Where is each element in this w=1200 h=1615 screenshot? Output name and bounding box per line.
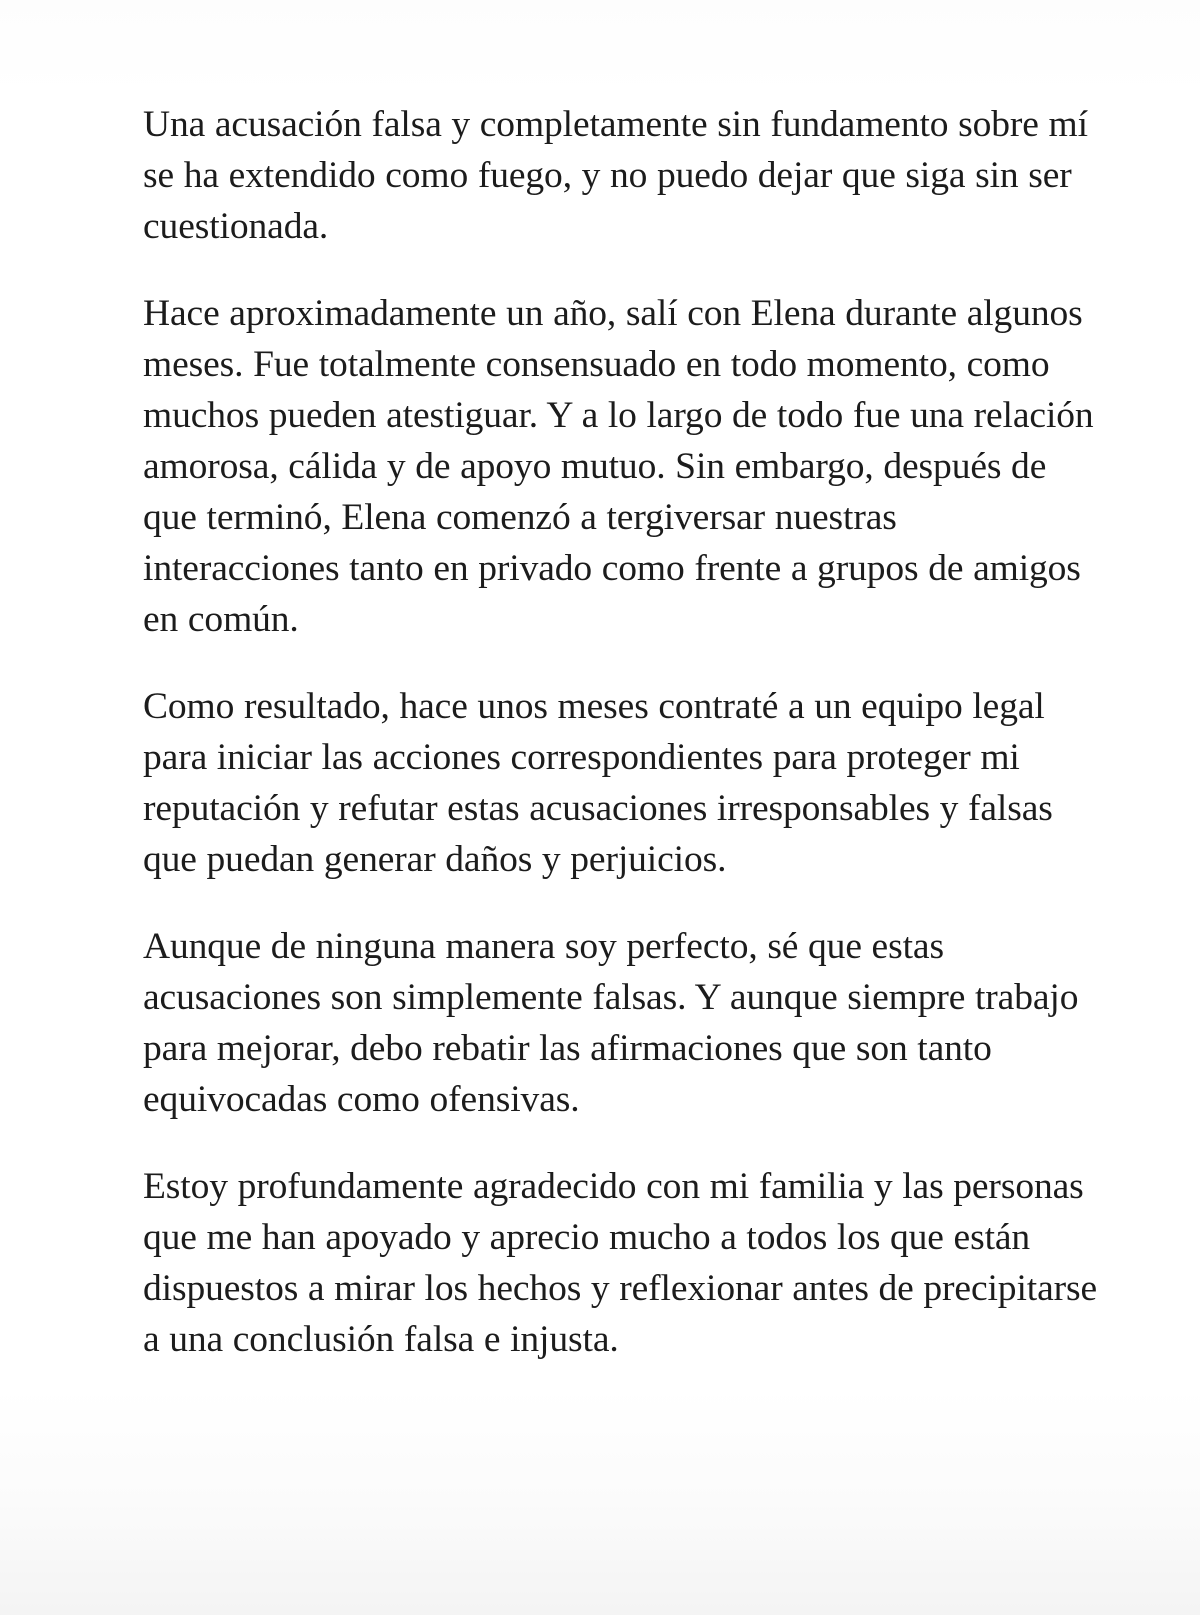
statement-paragraph-2: Hace aproximadamente un año, salí con Elena durante algunos meses. Fue totalmente consensuado en todo momento, como muchos pueden atestiguar. Y a lo largo de todo fue una relación amorosa, cálida y de apoyo mutuo. Sin embargo, después de que terminó, Elena comenzó a tergiversar nuestras interacciones tanto en privado como frente a grupos de amigos en común. xyxy=(143,293,1094,640)
statement-text-block xyxy=(143,99,1098,1365)
statement-paragraph-3: Como resultado, hace unos meses contraté a un equipo legal para iniciar las acciones correspondientes para proteger mi reputación y refutar estas acusaciones irresponsables y falsas que puedan generar daños y perjuicios. xyxy=(143,686,1053,880)
statement-paragraph-1: Una acusación falsa y completamente sin fundamento sobre mí se ha extendido como fuego, y no puedo dejar que siga sin ser cuestionada. xyxy=(143,104,1088,247)
statement-paragraph-4: Aunque de ninguna manera soy perfecto, sé que estas acusaciones son simplemente falsas. Y aunque siempre trabajo para mejorar, debo rebatir las afirmaciones que son tanto equivocadas como ofensivas. xyxy=(143,926,1079,1120)
statement-paragraph-5: Estoy profundamente agradecido con mi familia y las personas que me han apoyado y aprecio mucho a todos los que están dispuestos a mirar los hechos y reflexionar antes de precipitarse a una conclusión falsa e injusta. xyxy=(143,1166,1098,1360)
